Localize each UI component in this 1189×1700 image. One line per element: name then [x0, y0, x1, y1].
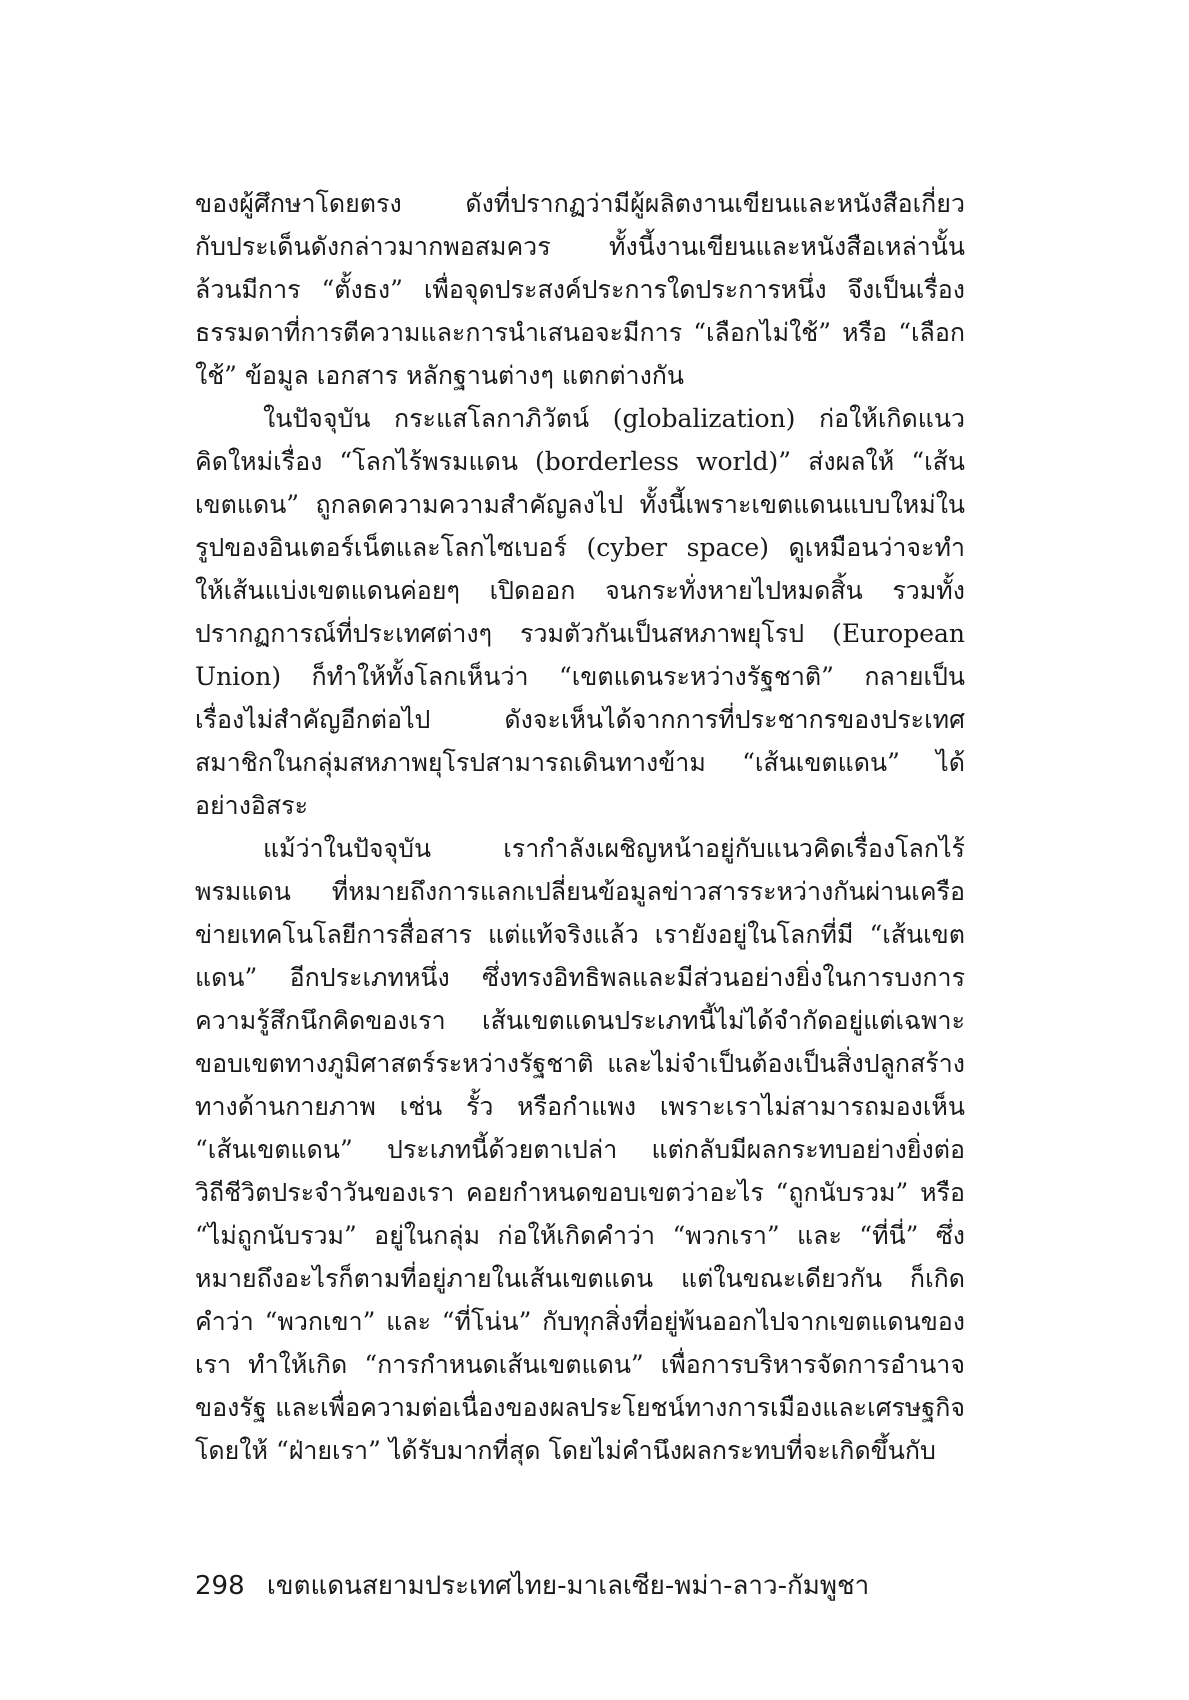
- text-line: ล้วนมีการ “ตั้งธง” เพื่อจุดประสงค์ประการใดประการหนึ่ง จึงเป็นเรื่อง: [195, 275, 965, 304]
- text-line: ขอบเขตทางภูมิศาสตร์ระหว่างรัฐชาติ และไม่จำเป็นต้องเป็นสิ่งปลูกสร้าง: [195, 1049, 965, 1078]
- text-line: Union) ก็ทำให้ทั้งโลกเห็นว่า “เขตแดนระหว่างรัฐชาติ” กลายเป็น: [195, 662, 965, 691]
- text-line: หมายถึงอะไรก็ตามที่อยู่ภายในเส้นเขตแดน แต่ในขณะเดียวกัน ก็เกิด: [195, 1264, 965, 1293]
- text-line: วิถีชีวิตประจำวันของเรา คอยกำหนดขอบเขตว่าอะไร “ถูกนับรวม” หรือ: [195, 1178, 965, 1207]
- text-line: เรา ทำให้เกิด “การกำหนดเส้นเขตแดน” เพื่อการบริหารจัดการอำนาจ: [195, 1350, 965, 1379]
- text-line: สมาชิกในกลุ่มสหภาพยุโรปสามารถเดินทางข้าม “เส้นเขตแดน” ได้: [195, 748, 965, 777]
- text-line: ความรู้สึกนึกคิดของเรา เส้นเขตแดนประเภทนี้ไม่ได้จำกัดอยู่แต่เฉพาะ: [195, 1006, 965, 1035]
- text-line: รูปของอินเตอร์เน็ตและโลกไซเบอร์ (cyber space) ดูเหมือนว่าจะทำ: [195, 533, 965, 562]
- text-line: เรื่องไม่สำคัญอีกต่อไป ดังจะเห็นได้จากการที่ประชากรของประเทศ: [195, 705, 965, 734]
- paragraph: [195, 397, 965, 827]
- text-line: ของรัฐ และเพื่อความต่อเนื่องของผลประโยชน์ทางการเมืองและเศรษฐกิจ: [195, 1393, 965, 1422]
- text-line: เขตแดน” ถูกลดความความสำคัญลงไป ทั้งนี้เพราะเขตแดนแบบใหม่ใน: [195, 490, 965, 519]
- text-line: พรมแดน ที่หมายถึงการแลกเปลี่ยนข้อมูลข่าวสารระหว่างกันผ่านเครือ: [195, 877, 965, 906]
- text-line: ทางด้านกายภาพ เช่น รั้ว หรือกำแพง เพราะเราไม่สามารถมองเห็น: [195, 1092, 965, 1121]
- text-line: กับประเด็นดังกล่าวมากพอสมควร ทั้งนี้งานเขียนและหนังสือเหล่านั้น: [195, 232, 965, 261]
- text-line: ข่ายเทคโนโลยีการสื่อสาร แต่แท้จริงแล้ว เรายังอยู่ในโลกที่มี “เส้นเขต: [195, 920, 965, 949]
- text-line: ใช้” ข้อมูล เอกสาร หลักฐานต่างๆ แตกต่างกัน: [195, 361, 685, 390]
- paragraph: [195, 182, 965, 397]
- text-line: “ไม่ถูกนับรวม” อยู่ในกลุ่ม ก่อให้เกิดคำว่า “พวกเรา” และ “ที่นี่” ซึ่ง: [195, 1221, 965, 1250]
- paragraph: [195, 827, 965, 1472]
- page-footer: [195, 1565, 869, 1606]
- page-number: 298: [195, 1571, 245, 1601]
- text-line: แดน” อีกประเภทหนึ่ง ซึ่งทรงอิทธิพลและมีส่วนอย่างยิ่งในการบงการ: [195, 963, 965, 992]
- text-line: ของผู้ศึกษาโดยตรง ดังที่ปรากฏว่ามีผู้ผลิตงานเขียนและหนังสือเกี่ยว: [195, 189, 965, 218]
- text-line: อย่างอิสระ: [195, 791, 309, 820]
- text-line: โดยให้ “ฝ่ายเรา” ได้รับมากที่สุด โดยไม่คำนึงผลกระทบที่จะเกิดขึ้นกับ: [195, 1436, 936, 1465]
- body-text: [195, 182, 965, 1472]
- text-line: แม้ว่าในปัจจุบัน เรากำลังเผชิญหน้าอยู่กับแนวคิดเรื่องโลกไร้: [263, 834, 965, 863]
- text-line: ให้เส้นแบ่งเขตแดนค่อยๆ เปิดออก จนกระทั่งหายไปหมดสิ้น รวมทั้ง: [195, 576, 965, 605]
- text-line: คำว่า “พวกเขา” และ “ที่โน่น” กับทุกสิ่งที่อยู่พ้นออกไปจากเขตแดนของ: [195, 1307, 965, 1336]
- text-line: คิดใหม่เรื่อง “โลกไร้พรมแดน (borderless world)” ส่งผลให้ “เส้น: [195, 447, 965, 476]
- text-line: ปรากฏการณ์ที่ประเทศต่างๆ รวมตัวกันเป็นสหภาพยุโรป (European: [195, 619, 965, 648]
- running-title: เขตแดนสยามประเทศไทย-มาเลเซีย-พม่า-ลาว-กัมพูชา: [266, 1571, 870, 1601]
- text-line: ธรรมดาที่การตีความและการนำเสนอจะมีการ “เลือกไม่ใช้” หรือ “เลือก: [195, 318, 965, 347]
- text-line: ในปัจจุบัน กระแสโลกาภิวัตน์ (globalization) ก่อให้เกิดแนว: [263, 404, 965, 433]
- text-line: “เส้นเขตแดน” ประเภทนี้ด้วยตาเปล่า แต่กลับมีผลกระทบอย่างยิ่งต่อ: [195, 1135, 965, 1164]
